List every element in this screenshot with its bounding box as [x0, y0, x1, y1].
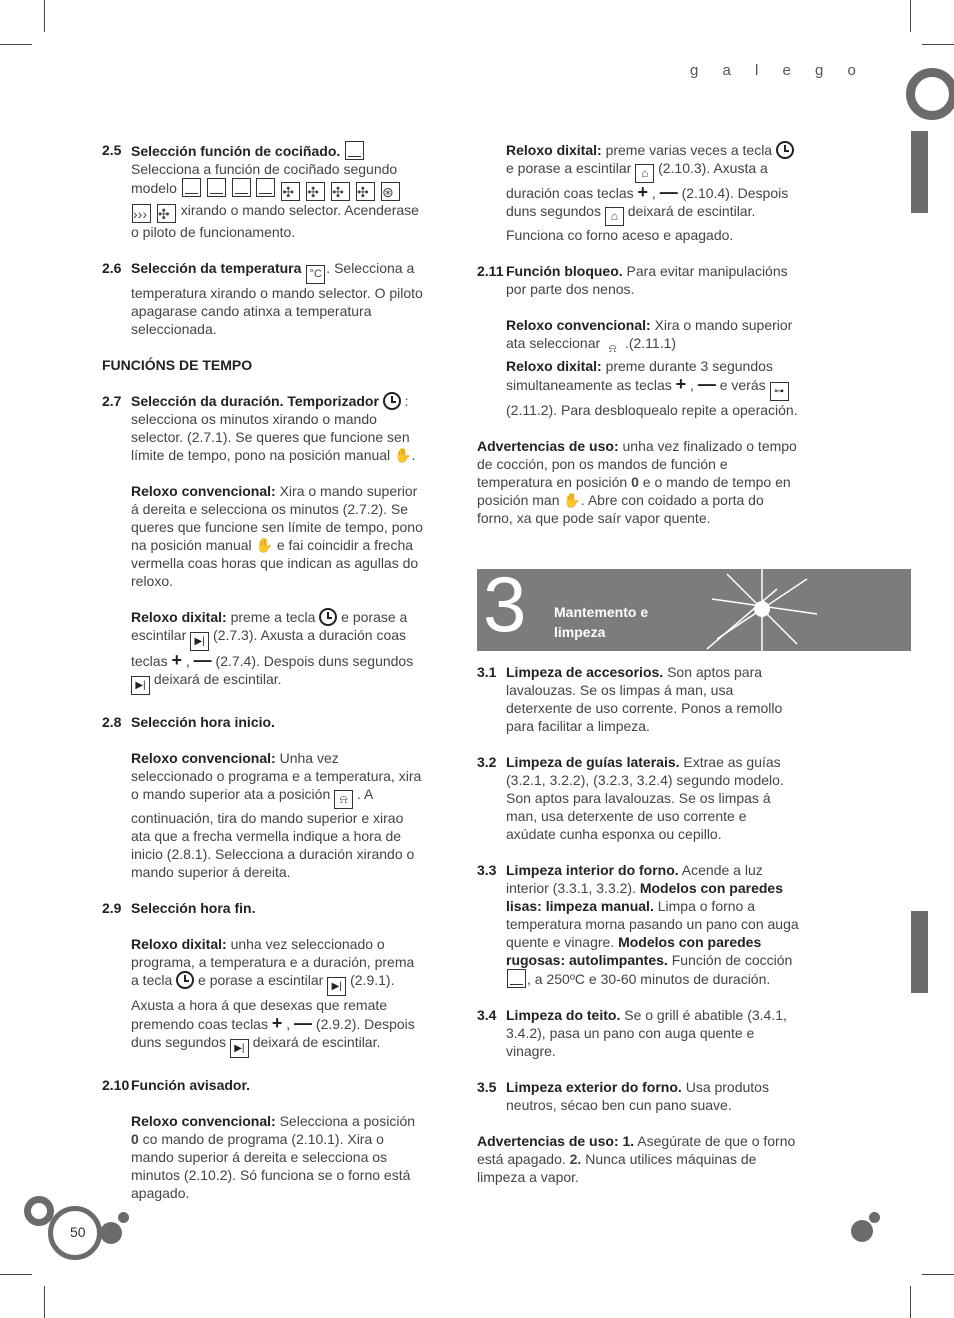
section-number: 3.4	[477, 1007, 497, 1023]
crop-mark	[922, 1274, 954, 1275]
page-number: 50	[70, 1224, 86, 1240]
section-item	[477, 1078, 799, 1114]
section-text: Selección da duración. Temporizador : selecciona os minutos xirando o mando selector. (2.7.1). Se queres que funcione sen límite de tempo, pono na posición manual ✋. Reloxo convencional: Xira o mando superior á dereita e selecciona os minutos (2.7.2). Se queres que funcione sen límite de tempo, pono na posición manual ✋ e fai coincidir a frecha vermella coas horas que indican as agullas do reloxo. Reloxo dixital: preme a tecla e porase a escintilar ▶| (2.7.3). Axusta a duración coas teclas + , — (2.7.4). Despois duns segundos ▶| deixará de escintilar.	[131, 392, 424, 695]
section-text: Selección función de cociñado. Selecciona a función de cociñado segundo modelo ✣ ✣ ✣ ✣ ⊛ ››› ✣ xirando o mando selector. Acenderase o piloto de funcionamento.	[131, 143, 419, 240]
section-number: 3.5	[477, 1079, 497, 1095]
section-item	[477, 141, 799, 244]
section-text: Selección hora fin. Reloxo dixital: unha vez seleccionado o programa, a temperatura e a duración, prema a tecla e porase a escintilar ▶| (2.9.1). Axusta a hora á que desexas que remate premendo coas teclas + , — (2.9.2). Despois duns segundos ▶| deixará de escintilar.	[131, 899, 424, 1058]
section-text: Selección da temperatura °C . Selecciona a temperatura xirando o mando selector. O piloto apagarase cando atinxa a temperatura seleccionada.	[131, 260, 423, 337]
section-title: Mantemento e limpeza	[554, 604, 649, 640]
section-text: Limpeza de accesorios. Son aptos para lavalouzas. Se os limpas á man, usa deterxente de uso corrente. Ponos a remollo para facilitar a limpeza.	[506, 664, 783, 734]
section-banner	[477, 569, 911, 651]
cooking-function-icon	[345, 141, 364, 160]
section-item	[102, 713, 424, 881]
decorative-dot	[869, 1212, 880, 1223]
decorative-ring	[906, 68, 954, 120]
section-number: 2.5	[102, 142, 122, 158]
section-number: 2.11	[477, 263, 504, 279]
crop-mark	[910, 1286, 911, 1318]
section-text: Selección hora inicio. Reloxo convencional: Unha vez seleccionado o programa e a temperatura, xira o mando superior ata a posición ⍾ . A continuación, tira do mando superior e xirao ata que a frecha vermella indique a hora de inicio (2.8.1). Selecciona a duración xirando o mando superior á dereita.	[131, 714, 422, 880]
section-item	[102, 1076, 424, 1202]
section-number: 2.8	[102, 714, 122, 730]
section-text: Función avisador. Reloxo convencional: Selecciona a posición 0 co mando de programa (2.10.1). Xira o mando superior á dereita e selecciona os minutos (2.10.2). Só funciona se o forno está apagado.	[131, 1077, 416, 1201]
crop-mark	[922, 44, 954, 45]
section-item	[477, 663, 799, 735]
crop-mark	[0, 1274, 32, 1275]
side-tab-lower	[911, 911, 928, 993]
section-item: Advertencias de uso: unha vez finalizado o tempo de cocción, pon os mandos de función e temperatura en posición 0 e o mando de tempo en posición man ✋. Abre con coidado a porta do forno, xa que pode saír vapor quente.	[477, 438, 797, 526]
section-text: Limpeza exterior do forno. Usa produtos neutros, sécao ben cun pano suave.	[506, 1079, 769, 1113]
section-text: Limpeza de guías laterais. Extrae as guías (3.2.1, 3.2.2), (3.2.3, 3.2.4) segundo modelo. Son aptos para lavalouzas. Se os limpas á man, usa deterxente de uso corrente e axúdate cunha esponxa ou cepillo.	[506, 754, 784, 842]
section-item	[102, 259, 424, 338]
section-text: Limpeza do teito. Se o grill é abatible (3.4.1, 3.4.2), pasa un pano con auga quente e vinagre.	[506, 1007, 787, 1059]
section-number: 3.2	[477, 754, 497, 770]
section-text: Limpeza interior do forno. Acende a luz interior (3.3.1, 3.3.2). Modelos con paredes lisas: limpeza manual. Limpa o forno a temperatura morna pasando un pano con auga quente e vinagre. Modelos con paredes rugosas: autolimpantes. Función de cocción , a 250ºC e 30-60 minutos de duración.	[506, 862, 799, 987]
crop-mark	[44, 0, 45, 32]
language-label: g a l e g o	[690, 62, 866, 79]
left-column	[102, 141, 424, 1220]
crop-mark	[0, 44, 32, 45]
section-item	[477, 262, 799, 419]
section-item	[102, 899, 424, 1058]
section-number: 2.7	[102, 393, 122, 409]
side-tab-upper	[911, 131, 928, 213]
crop-mark	[44, 1286, 45, 1318]
right-column-top	[477, 141, 799, 545]
sparkle-icon	[477, 569, 911, 651]
section-number: 3	[483, 569, 527, 648]
decorative-dot	[118, 1212, 129, 1223]
decorative-dot	[24, 1196, 54, 1226]
section-item	[477, 1006, 799, 1060]
decorative-dot	[851, 1220, 873, 1242]
section-item	[102, 392, 424, 695]
section-item	[477, 861, 799, 988]
section-number: 2.9	[102, 900, 122, 916]
section-text: Reloxo dixital: preme varias veces a tecla e porase a escintilar ⌂ (2.10.3). Axusta a duración coas teclas + , — (2.10.4). Despois duns segundos ⌂ deixará de escintilar. Funciona co forno aceso e apagado.	[506, 141, 799, 244]
section-number: 3.3	[477, 862, 497, 878]
section-item	[102, 356, 424, 374]
section-number: 2.10	[102, 1077, 130, 1093]
section-heading: FUNCIÓNS DE TEMPO	[102, 357, 253, 373]
section-number: 3.1	[477, 664, 497, 680]
decorative-dot	[100, 1222, 122, 1244]
crop-mark	[910, 0, 911, 32]
section-item	[102, 141, 424, 241]
section-number: 2.6	[102, 260, 122, 276]
section-item: Advertencias de uso: 1. Asegúrate de que o forno está apagado. 2. Nunca utilices máquinas de limpeza a vapor.	[477, 1133, 796, 1185]
right-column-bottom	[477, 663, 799, 1204]
section-item	[477, 753, 799, 843]
section-text: Función bloqueo. Para evitar manipulacións por parte dos nenos. Reloxo convencional: Xira o mando superior ata seleccionar ⍾ .(2.11.1) Reloxo dixital: preme durante 3 segundos simultaneamente as teclas + , — e verás ⊶ (2.11.2). Para desbloquealo repite a operación.	[506, 263, 798, 418]
